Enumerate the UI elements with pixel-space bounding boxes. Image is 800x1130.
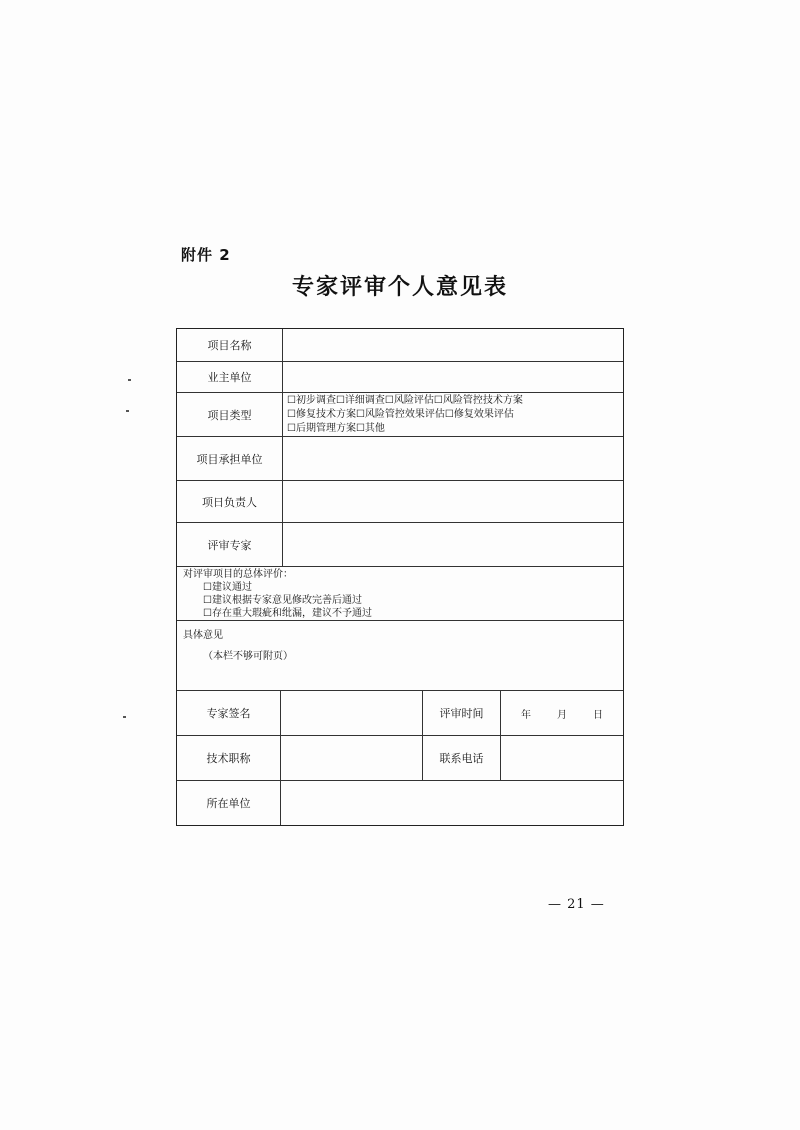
row-review-experts — [177, 523, 623, 567]
review-date-field[interactable] — [501, 691, 623, 735]
owner-unit-field[interactable] — [283, 362, 623, 392]
specific-opinions-block[interactable] — [183, 629, 617, 663]
option-reject[interactable]: ☐存在重大瑕疵和纰漏，建议不予通过 — [203, 608, 372, 619]
form-title: 专家评审个人意见表 — [291, 275, 508, 300]
project-name-field[interactable] — [283, 329, 623, 361]
option-approve[interactable]: ☐建议通过 — [203, 582, 252, 593]
signature-label: 专家签名 — [177, 691, 281, 735]
row-project-name — [177, 329, 623, 362]
date-year: 年 — [521, 709, 531, 721]
page-number: — 21 — — [548, 897, 605, 912]
row-project-lead — [177, 481, 623, 523]
row-contractor-unit — [177, 437, 623, 481]
date-month: 月 — [557, 709, 567, 721]
affiliation-label: 所在单位 — [177, 781, 281, 825]
review-opinion-form — [176, 328, 624, 826]
row-owner-unit — [177, 362, 623, 393]
project-type-line-1[interactable]: ☐初步调查☐详细调查☐风险评估☐风险管控技术方案 — [287, 394, 523, 406]
technical-title-field[interactable] — [281, 736, 423, 780]
row-specific-opinions — [177, 621, 623, 691]
review-experts-label: 评审专家 — [177, 523, 283, 566]
affiliation-field[interactable] — [281, 781, 623, 825]
specific-opinions-note: （本栏不够可附页） — [203, 651, 293, 662]
contractor-unit-field[interactable] — [283, 437, 623, 480]
specific-opinions-heading: 具体意见 — [183, 630, 223, 641]
attachment-label: 附件 2 — [181, 246, 231, 264]
scan-speck — [128, 379, 131, 381]
phone-field[interactable] — [501, 736, 623, 780]
review-experts-field[interactable] — [283, 523, 623, 566]
review-date-label: 评审时间 — [423, 691, 501, 735]
signature-field[interactable] — [281, 691, 423, 735]
row-project-type — [177, 393, 623, 437]
project-type-line-3[interactable]: ☐后期管理方案☐其他 — [287, 422, 385, 434]
row-title-phone — [177, 736, 623, 781]
overall-evaluation-heading: 对评审项目的总体评价： — [183, 569, 293, 580]
project-type-label: 项目类型 — [177, 393, 283, 436]
scan-speck — [126, 410, 129, 412]
technical-title-label: 技术职称 — [177, 736, 281, 780]
row-signature — [177, 691, 623, 736]
phone-label: 联系电话 — [423, 736, 501, 780]
date-day: 日 — [593, 709, 603, 721]
row-overall-evaluation — [177, 567, 623, 621]
contractor-unit-label: 项目承担单位 — [177, 437, 283, 480]
project-name-label: 项目名称 — [177, 329, 283, 361]
project-lead-field[interactable] — [283, 481, 623, 522]
owner-unit-label: 业主单位 — [177, 362, 283, 392]
scan-speck — [123, 716, 126, 718]
option-approve-after-revision[interactable]: ☐建议根据专家意见修改完善后通过 — [203, 595, 362, 606]
overall-evaluation-block — [183, 568, 617, 620]
row-unit — [177, 781, 623, 825]
project-type-line-2[interactable]: ☐修复技术方案☐风险管控效果评估☐修复效果评估 — [287, 408, 514, 420]
project-type-options[interactable] — [283, 393, 623, 436]
project-lead-label: 项日负责人 — [177, 481, 283, 522]
